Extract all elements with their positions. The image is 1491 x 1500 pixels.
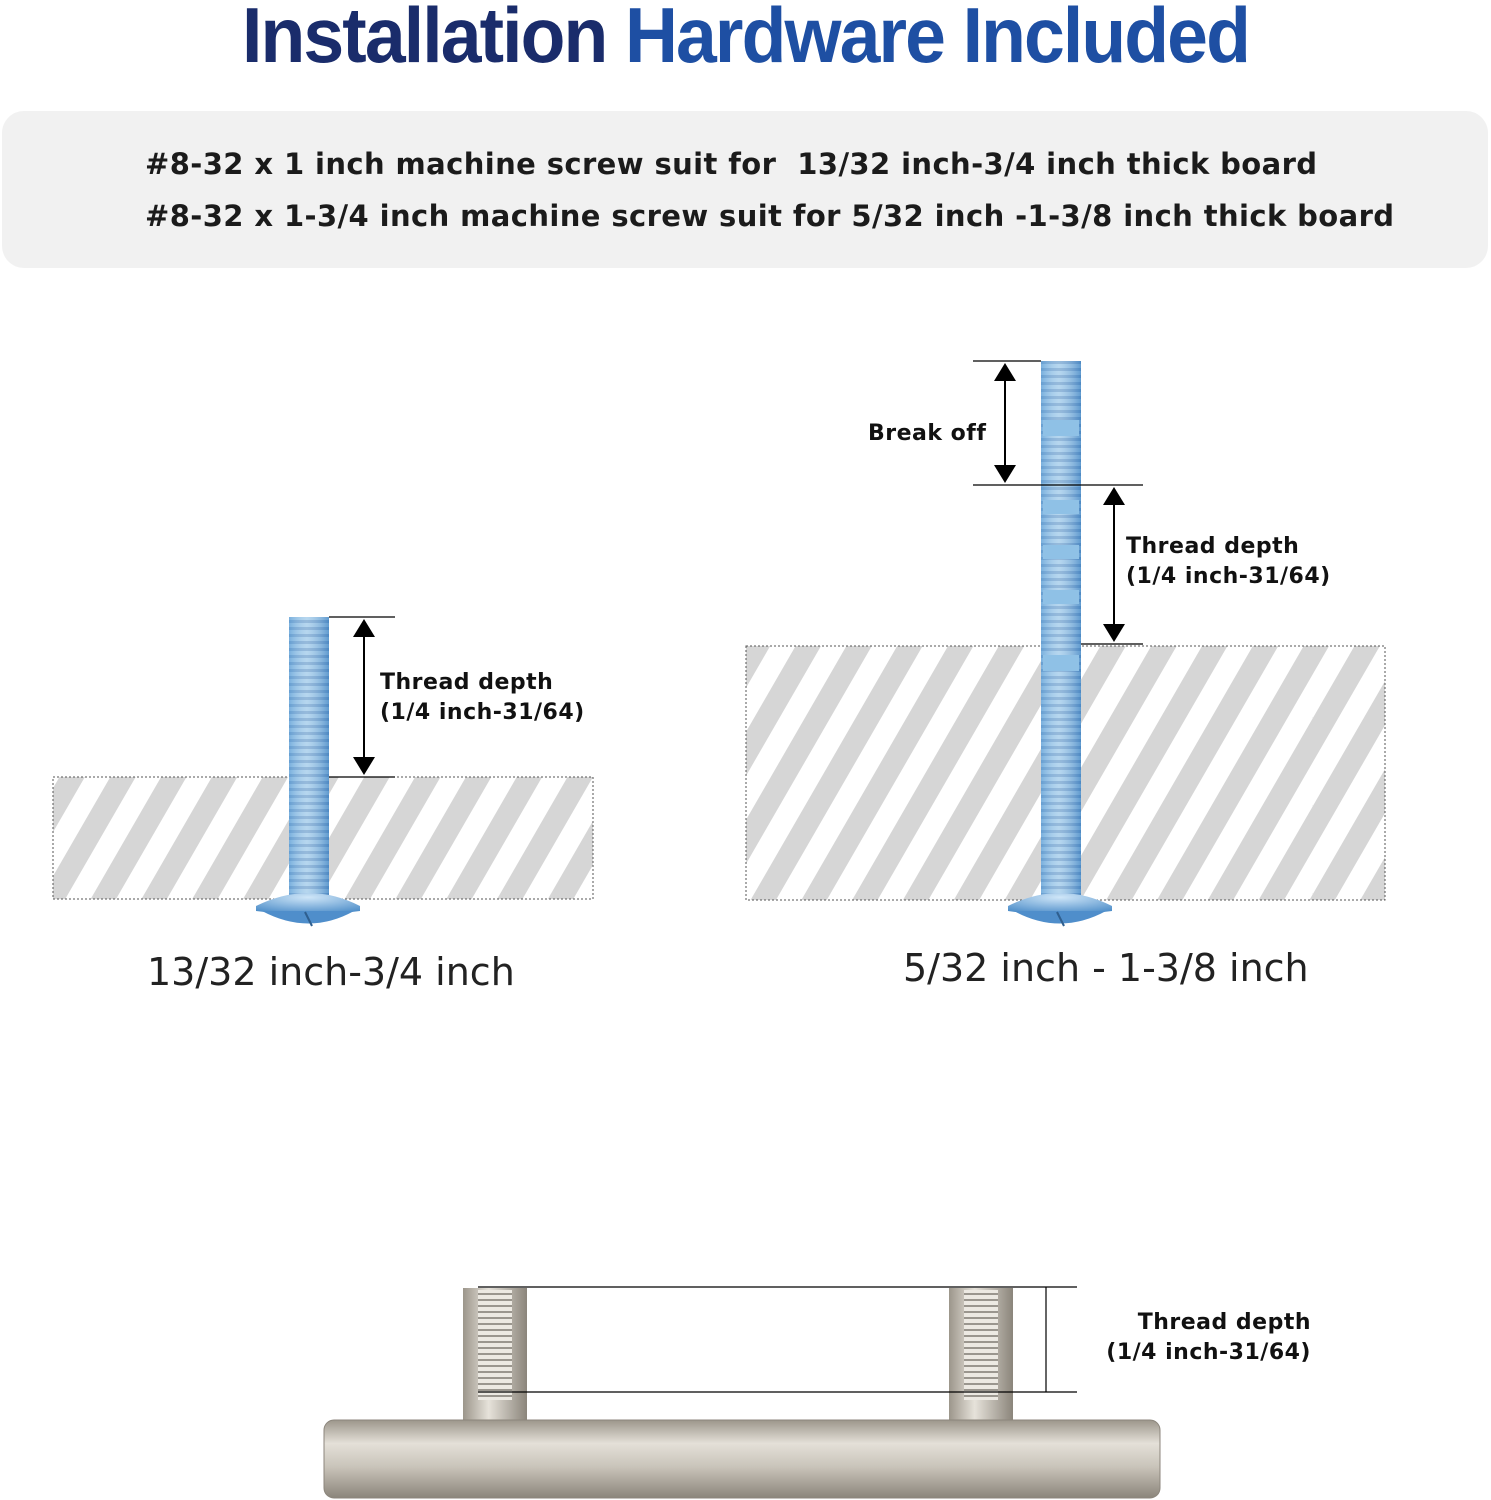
left-board-thickness-caption: 13/32 inch-3/4 inch [147, 950, 515, 994]
left-thread-label-1: Thread depth [380, 670, 554, 695]
arrow-down-icon [994, 465, 1016, 483]
break-off-label: Break off [868, 421, 987, 446]
arrow-down-icon [353, 757, 375, 775]
right-thread-label-1: Thread depth [1126, 534, 1300, 559]
arrow-up-icon [1103, 487, 1125, 505]
arrow-up-icon [353, 619, 375, 637]
handle-thread-label-1: Thread depth [1137, 1310, 1311, 1335]
title-words-hardware-included: Hardware Included [624, 0, 1249, 79]
spec-line-short-screw: #8-32 x 1 inch machine screw suit for 13/32 inch-3/4 inch thick board [145, 147, 1318, 181]
spec-line-long-screw: #8-32 x 1-3/4 inch machine screw suit for 5/32 inch -1-3/8 inch thick board [145, 199, 1395, 233]
bar-pull-handle [324, 1288, 1160, 1498]
arrow-down-icon [1103, 624, 1125, 642]
arrow-up-icon [994, 363, 1016, 381]
right-thread-label-2: (1/4 inch-31/64) [1126, 564, 1331, 589]
left-thread-label-2: (1/4 inch-31/64) [380, 700, 585, 725]
right-board-thickness-caption: 5/32 inch - 1-3/8 inch [903, 946, 1309, 990]
handle-thread-label-2: (1/4 inch-31/64) [1106, 1340, 1311, 1365]
left-thread-dimension [329, 617, 395, 777]
title-word-installation: Installation [242, 0, 607, 79]
